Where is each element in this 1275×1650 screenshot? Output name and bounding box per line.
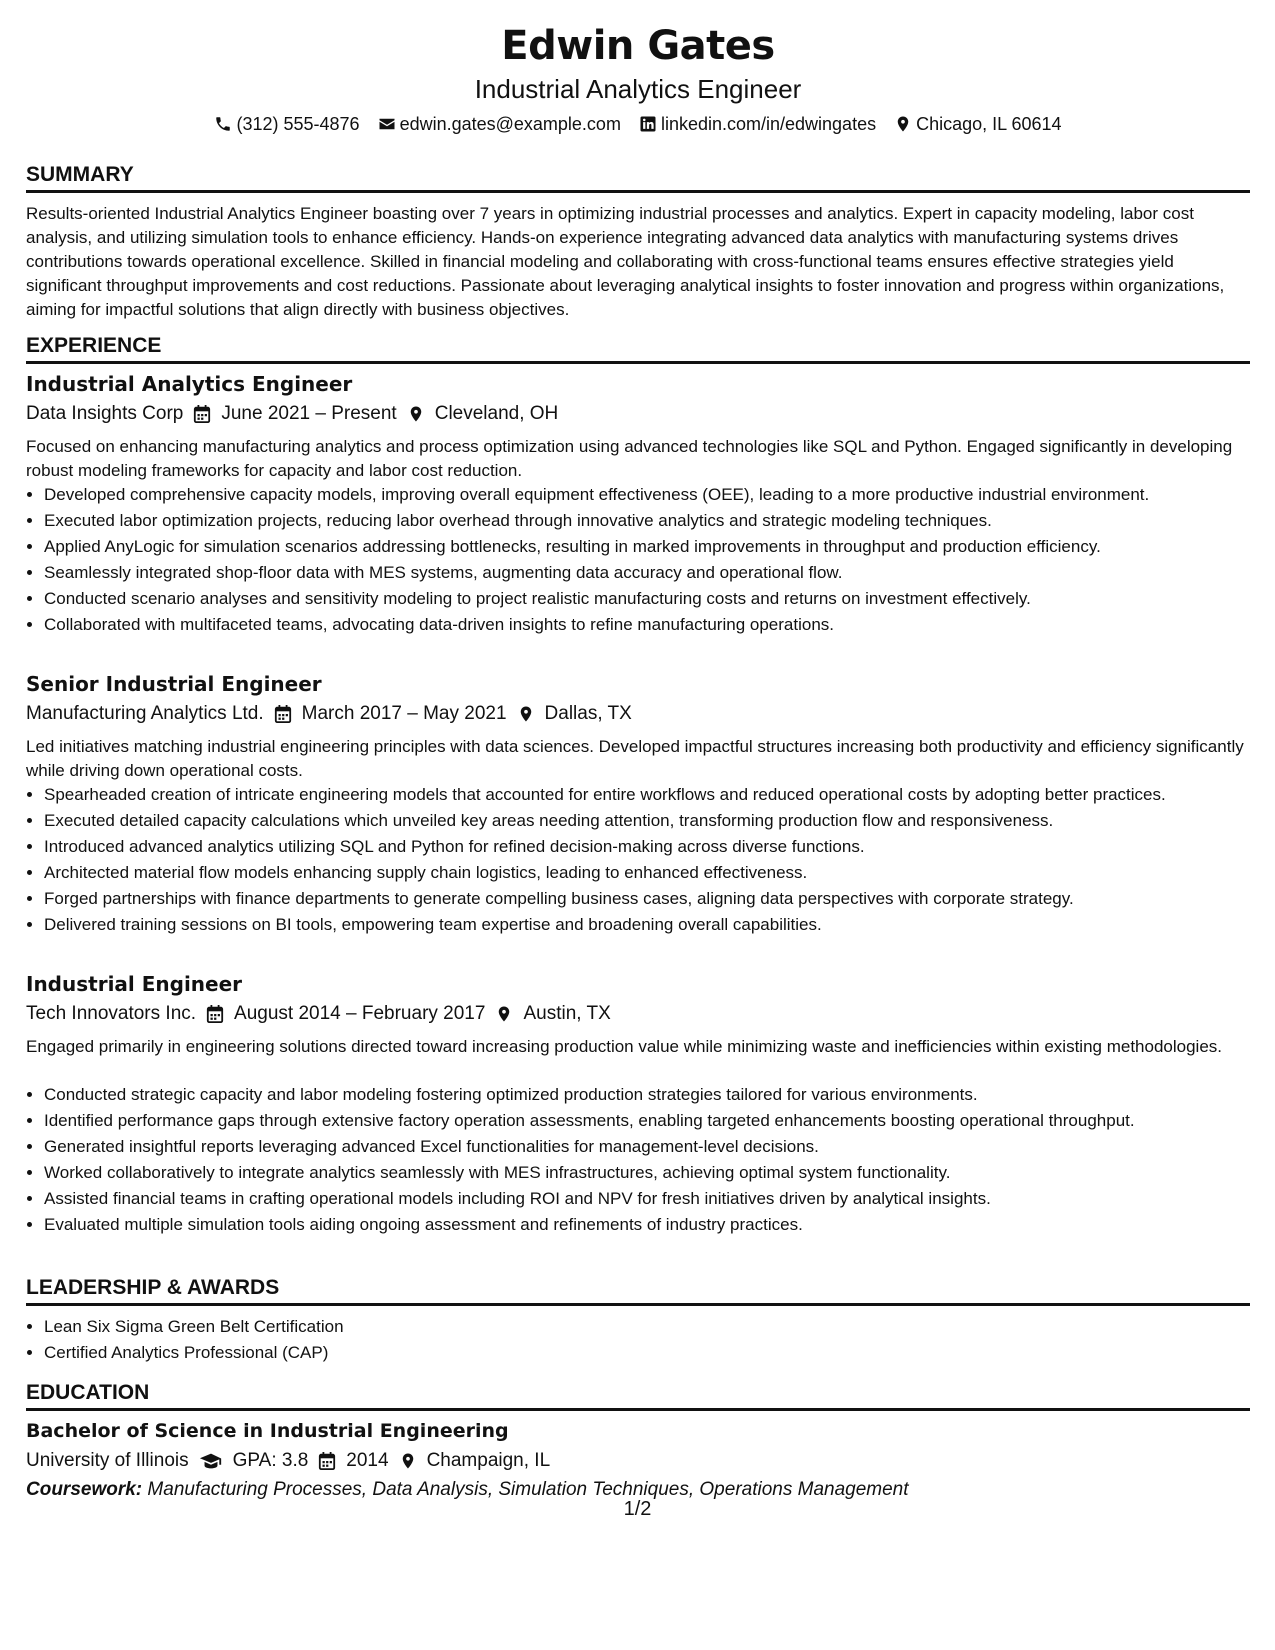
- phone-text: (312) 555-4876: [236, 113, 360, 134]
- job-description: Led initiatives matching industrial engineering principles with data sciences. Developed impactful structures increasing both productivity and efficiency significantly while driving down operational costs.: [26, 737, 1244, 780]
- contact-location: [894, 114, 1061, 135]
- job-dates: June 2021 – Present: [221, 403, 397, 424]
- list-item: • Generated insightful reports leveraging advanced Excel functionalities for management-level decisions.: [44, 1135, 1268, 1159]
- summary-text: Results-oriented Industrial Analytics Engineer boasting over 7 years in optimizing industrial processes and analytics. Expert in capacity modeling, labor cost analysis, and utilizing simulation tools to enhance efficiency. Hands-on experience integrating advanced data analytics with manufacturing systems drives contributions towards operational excellence. Skilled in financial modeling and collaborating with cross-functional teams ensures effective strategies yield significant throughput improvements and cost reductions. Passionate about leveraging analytical insights to foster innovation and progress within organizations, aiming for impactful solutions that align directly with business objectives.: [26, 204, 1225, 319]
- list-item: • Spearheaded creation of intricate engineering models that accounted for entire workflows and reduced operational costs by adopting better practices.: [44, 783, 1268, 807]
- contact-linkedin[interactable]: [639, 114, 876, 135]
- job-bullets: [26, 483, 1268, 639]
- graduation-cap-icon: [199, 1451, 223, 1471]
- list-item: • Introduced advanced analytics utilizing SQL and Python for refined decision-making across diverse functions.: [44, 835, 1268, 859]
- phone-icon: [214, 115, 232, 133]
- map-pin-icon: [495, 1004, 513, 1024]
- map-pin-icon: [894, 115, 912, 133]
- degree-title: Bachelor of Science in Industrial Engineering: [26, 1420, 509, 1442]
- map-pin-icon: [407, 404, 425, 424]
- list-item: • Forged partnerships with finance departments to generate compelling business cases, aligning data perspectives with corporate strategy.: [44, 887, 1268, 911]
- list-item: • Developed comprehensive capacity models, improving overall equipment effectiveness (OEE), leading to a more productive industrial environment.: [44, 483, 1268, 507]
- job-location: Austin, TX: [523, 1003, 611, 1024]
- gpa: GPA: 3.8: [232, 1450, 309, 1471]
- list-item: • Evaluated multiple simulation tools aiding ongoing assessment and refinements of industry practices.: [44, 1213, 1268, 1237]
- list-item: • Certified Analytics Professional (CAP): [44, 1341, 1268, 1365]
- list-item: • Lean Six Sigma Green Belt Certification: [44, 1315, 1268, 1339]
- calendar-icon: [318, 1451, 336, 1471]
- list-item: • Executed labor optimization projects, reducing labor overhead through innovative analytics and strategic modeling techniques.: [44, 509, 1268, 533]
- list-item: • Architected material flow models enhancing supply chain logistics, leading to enhanced effectiveness.: [44, 861, 1268, 885]
- linkedin-icon: [639, 115, 657, 133]
- job-title: Industrial Analytics Engineer: [26, 372, 353, 396]
- school-name: University of Illinois: [26, 1450, 189, 1471]
- job-dates: August 2014 – February 2017: [234, 1003, 486, 1024]
- list-item: • Worked collaboratively to integrate analytics seamlessly with MES infrastructures, achieving optimal system functionality.: [44, 1161, 1268, 1185]
- candidate-name: Edwin Gates: [501, 23, 775, 69]
- job-description: Engaged primarily in engineering solutions directed toward increasing production value while minimizing waste and inefficiencies within existing methodologies.: [26, 1037, 1223, 1056]
- awards-heading: LEADERSHIP & AWARDS: [26, 1275, 1250, 1306]
- coursework-list: Manufacturing Processes, Data Analysis, Simulation Techniques, Operations Management: [147, 1479, 909, 1500]
- job-title: Senior Industrial Engineer: [26, 672, 322, 696]
- list-item: • Conducted strategic capacity and labor modeling fostering optimized production strategies tailored for various environments.: [44, 1083, 1268, 1107]
- job-description: Focused on enhancing manufacturing analytics and process optimization using advanced technologies like SQL and Python. Engaged significantly in developing robust modeling frameworks for capacity and labor cost reduction.: [26, 437, 1233, 480]
- company-name: Tech Innovators Inc.: [26, 1003, 197, 1024]
- list-item: • Delivered training sessions on BI tools, empowering team expertise and broadening overall capabilities.: [44, 913, 1268, 937]
- contact-email[interactable]: [378, 114, 621, 135]
- job-meta: [26, 701, 632, 727]
- graduation-year: 2014: [346, 1450, 389, 1471]
- map-pin-icon: [517, 704, 535, 724]
- job-bullets: [26, 1083, 1268, 1239]
- job-meta: [26, 401, 558, 427]
- experience-heading: EXPERIENCE: [26, 333, 1250, 364]
- education-meta: [26, 1448, 550, 1474]
- email-text: edwin.gates@example.com: [399, 113, 621, 134]
- calendar-icon: [193, 404, 211, 424]
- coursework-label: Coursework:: [26, 1479, 143, 1500]
- job-location: Dallas, TX: [544, 703, 632, 724]
- job-bullets: [26, 783, 1268, 939]
- contact-bar: [26, 112, 1250, 136]
- summary-heading: SUMMARY: [26, 162, 1250, 193]
- job-dates: March 2017 – May 2021: [301, 703, 507, 724]
- list-item: • Applied AnyLogic for simulation scenarios addressing bottlenecks, resulting in marked improvements in throughput and production efficiency.: [44, 535, 1268, 559]
- candidate-title: Industrial Analytics Engineer: [474, 74, 802, 104]
- education-heading: EDUCATION: [26, 1380, 1250, 1411]
- contact-phone[interactable]: [214, 114, 359, 135]
- school-location: Champaign, IL: [426, 1450, 551, 1471]
- page-number: 1/2: [623, 1498, 652, 1520]
- linkedin-text: linkedin.com/in/edwingates: [660, 113, 877, 134]
- list-item: • Collaborated with multifaceted teams, advocating data-driven insights to refine manufacturing operations.: [44, 613, 1268, 637]
- list-item: • Conducted scenario analyses and sensitivity modeling to project realistic manufacturing costs and returns on investment effectively.: [44, 587, 1268, 611]
- job-title: Industrial Engineer: [26, 972, 243, 996]
- awards-list: [26, 1315, 1268, 1367]
- job-meta: [26, 1001, 611, 1027]
- location-text: Chicago, IL 60614: [916, 113, 1062, 134]
- list-item: • Identified performance gaps through extensive factory operation assessments, enabling targeted enhancements boosting operational throughput.: [44, 1109, 1268, 1133]
- list-item: • Seamlessly integrated shop-floor data with MES systems, augmenting data accuracy and operational flow.: [44, 561, 1268, 585]
- envelope-icon: [378, 115, 396, 133]
- company-name: Data Insights Corp: [26, 403, 184, 424]
- list-item: • Executed detailed capacity calculations which unveiled key areas needing attention, transforming production flow and responsiveness.: [44, 809, 1268, 833]
- calendar-icon: [206, 1004, 224, 1024]
- company-name: Manufacturing Analytics Ltd.: [26, 703, 264, 724]
- job-location: Cleveland, OH: [434, 403, 559, 424]
- list-item: • Assisted financial teams in crafting operational models including ROI and NPV for fresh initiatives driven by analytical insights.: [44, 1187, 1268, 1211]
- map-pin-icon: [399, 1451, 417, 1471]
- calendar-icon: [274, 704, 292, 724]
